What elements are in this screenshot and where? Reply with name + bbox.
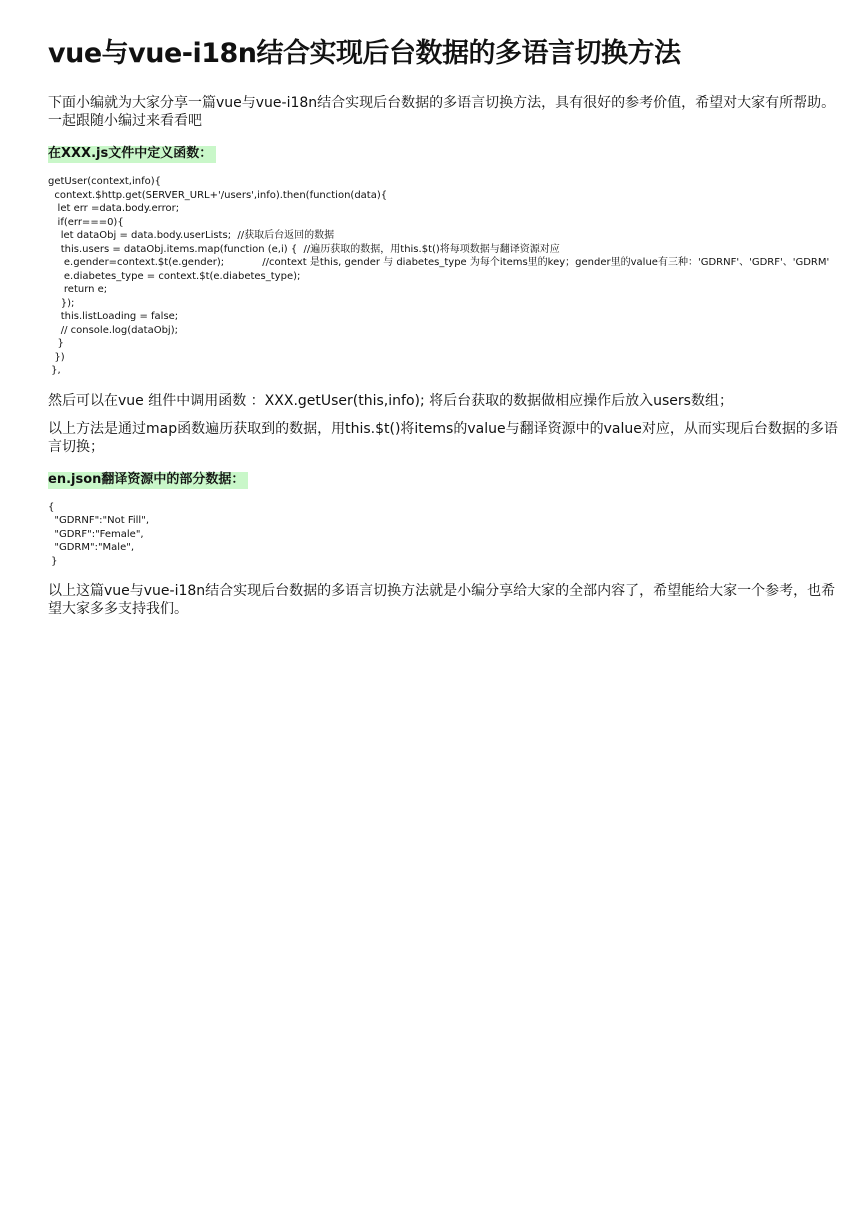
code-block-json: { "GDRNF":"Not Fill", "GDRF":"Female", "GDRM":"Male", } <box>48 501 149 567</box>
section-heading-js-function: 在XXX.js文件中定义函数： <box>48 146 216 163</box>
code-block-js-wrapper <box>48 175 868 392</box>
conclusion-paragraph: 以上这篇vue与vue-i18n结合实现后台数据的多语言切换方法就是小编分享给大家的全部内容了，希望能给大家一个参考，也希望大家多多支持我们。 <box>48 583 836 617</box>
method-explanation-paragraph: 以上方法是通过map函数遍历获取到的数据，用this.$t()将items的value与翻译资源中的value对应，从而实现后台数据的多语言切换； <box>48 420 838 455</box>
code-block-js: getUser(context,info){ context.$http.get(SERVER_URL+'/users',info).then(function(data){ let err =data.body.error; if(err===0){ let dataObj = data.body.userLists; //获取后台返回的数据 this.users = dataObj.items.map(function (e,i) { //遍历获取的数据，用this.$t()将每项数据与翻译资源对应 e.gender=context.$t(e.gender); //context 是this, gender 与 diabetes_type 为每个items里的key；gender里的value有三种：'GDRNF'、'GDRF'、'GDRM' e.diabetes_type = context.$t(e.diabetes_type); return e; }); this.listLoading = false; // console.log(dataObj); } }) }, <box>48 176 830 376</box>
article <box>48 36 838 628</box>
call-function-paragraph: 然后可以在vue 组件中调用函数 ：XXX.getUser(this,info); 将后台获取的数据做相应操作后放入users数组； <box>48 392 733 409</box>
intro-paragraph: 下面小编就为大家分享一篇vue与vue-i18n结合实现后台数据的多语言切换方法，具有很好的参考价值，希望对大家有所帮助。一起跟随小编过来看看吧 <box>48 95 836 129</box>
page-title: vue与vue-i18n结合实现后台数据的多语言切换方法 <box>48 38 681 69</box>
section-heading-en-json: en.json翻译资源中的部分数据： <box>48 472 248 489</box>
